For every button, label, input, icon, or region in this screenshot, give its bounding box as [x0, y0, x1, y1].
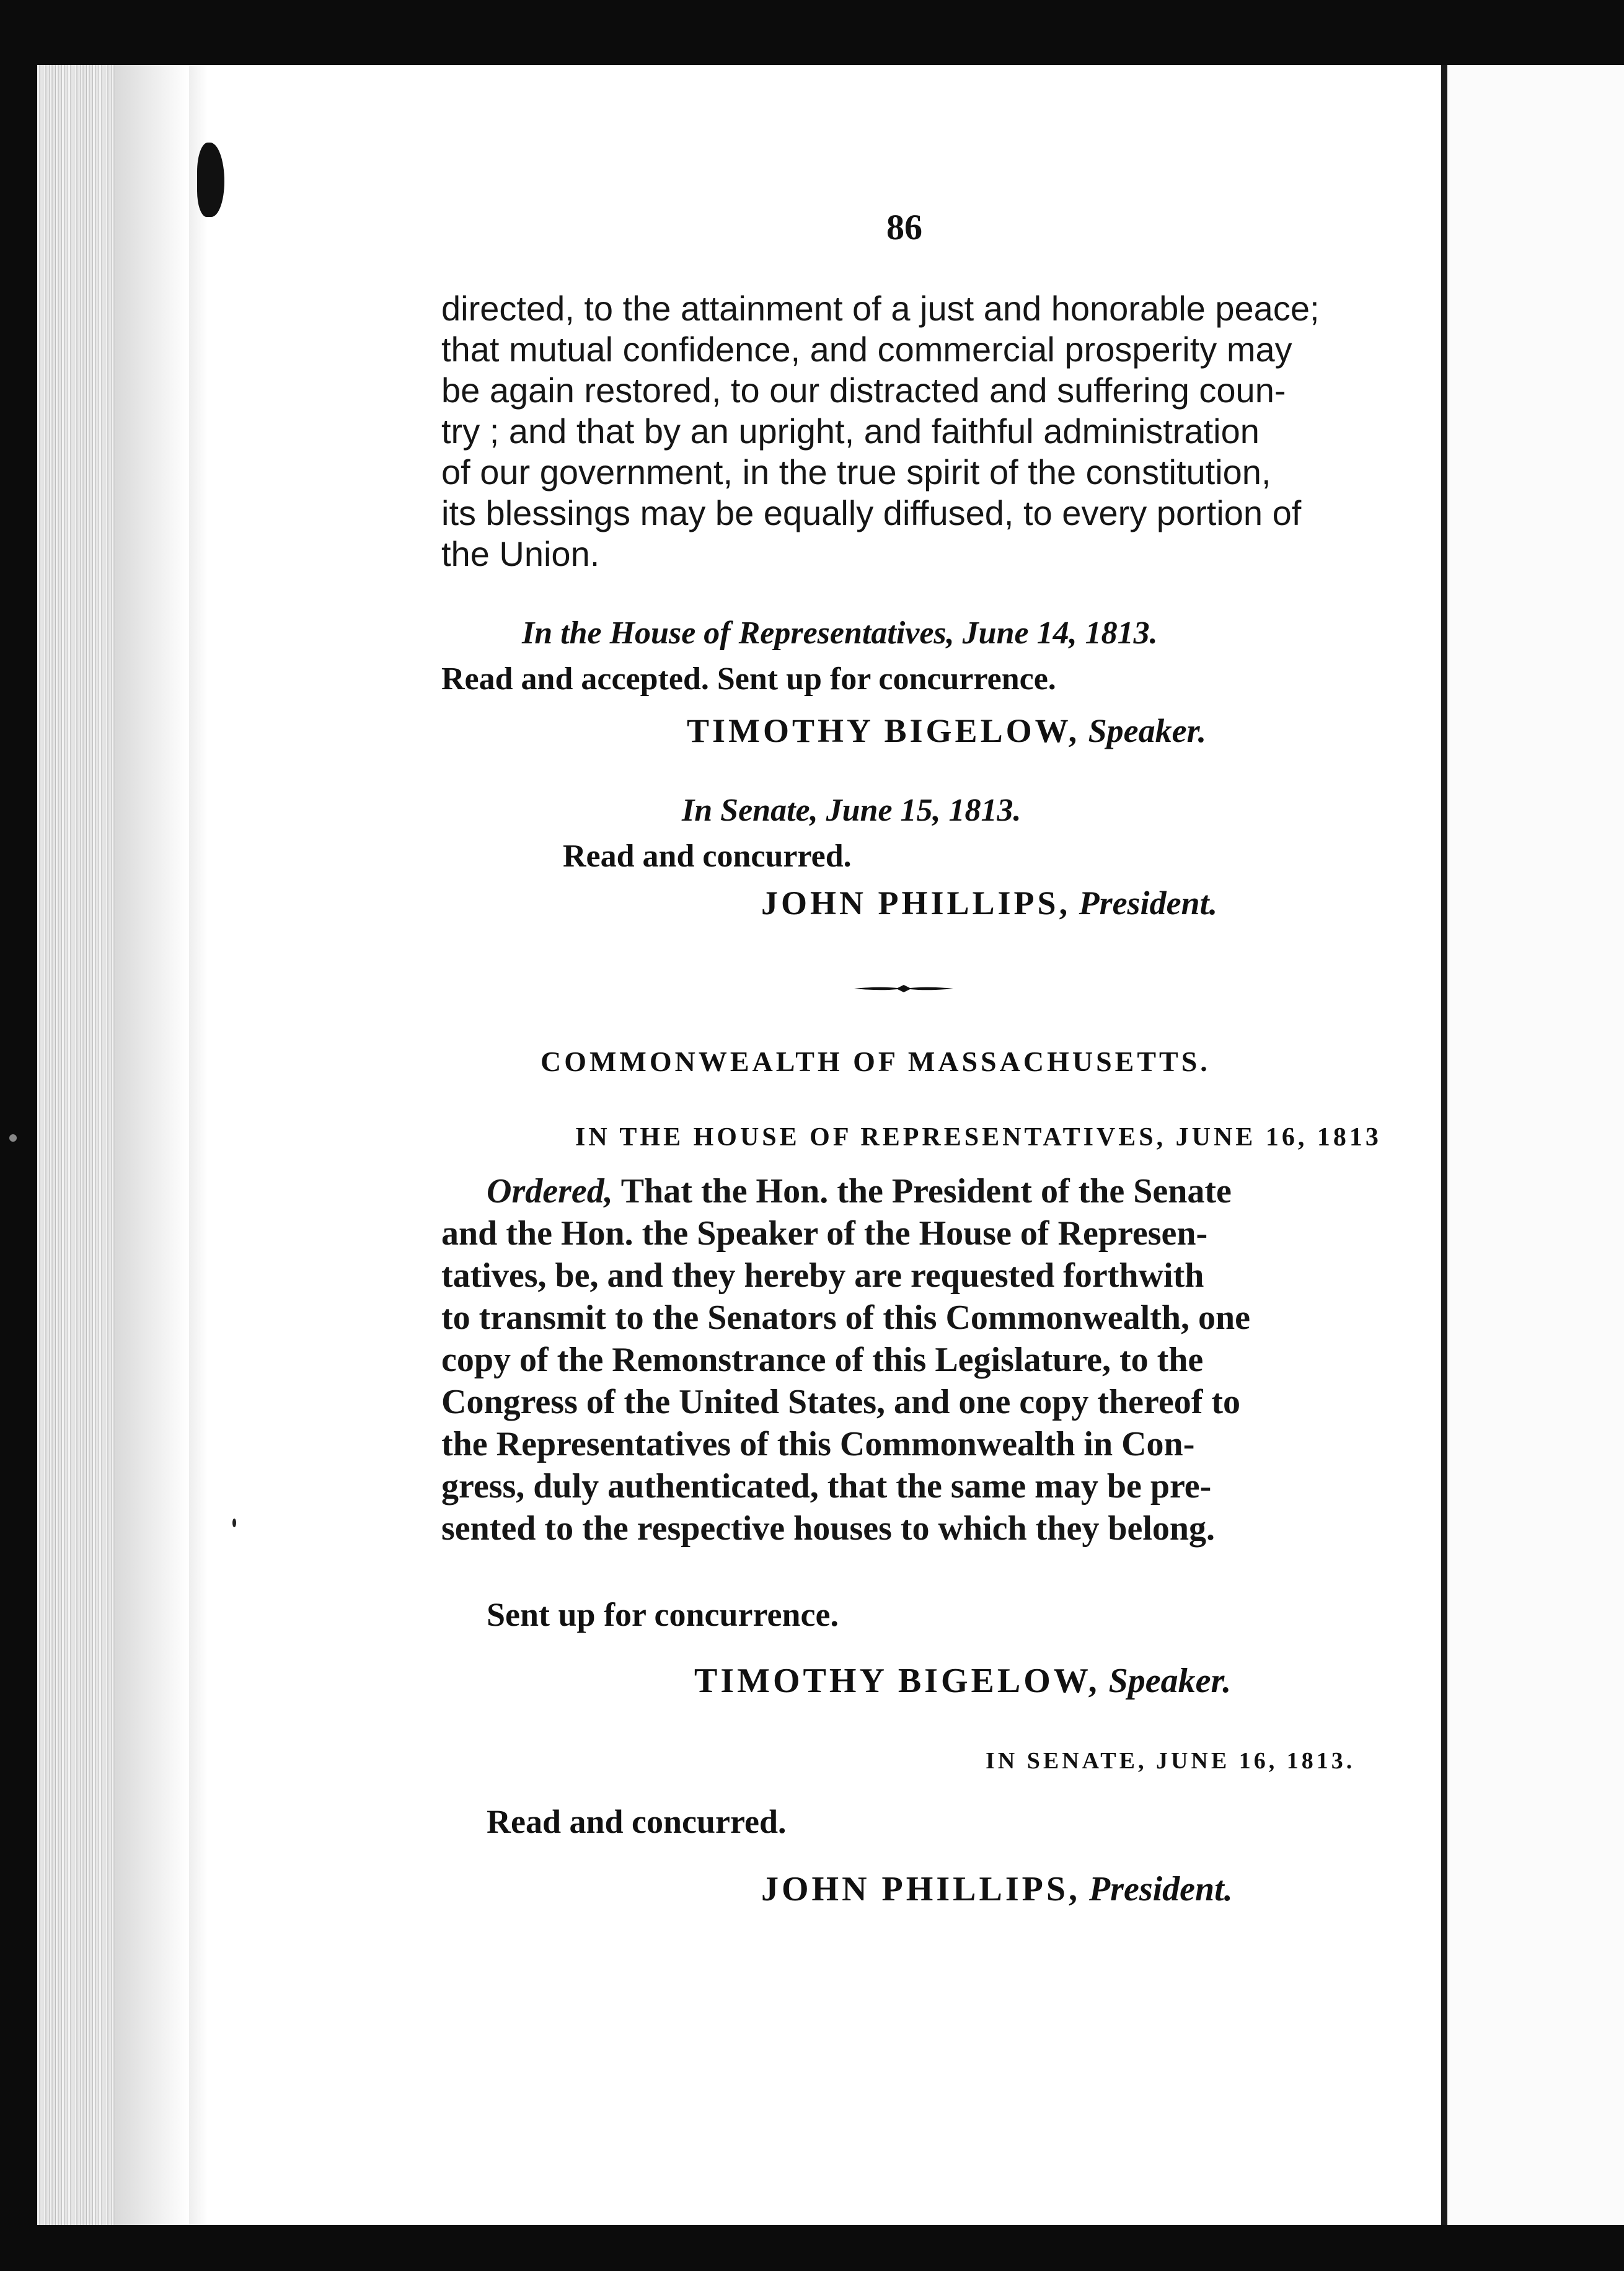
house-action: Read and accepted. Sent up for concurrence.: [441, 661, 1056, 697]
house-action-2: Sent up for concurrence.: [487, 1596, 839, 1633]
president-signature-2: [761, 1872, 1233, 1907]
body-line: that mutual confidence, and commercial prosperity may: [441, 330, 1292, 369]
order-line: the Representatives of this Commonwealth in Con-: [441, 1425, 1195, 1463]
house-attestation-date: In the House of Representatives, June 14, 1813.: [522, 615, 1158, 651]
speaker-title-2: Speaker.: [1108, 1662, 1232, 1700]
body-line: of our government, in the true spirit of the constitution,: [441, 452, 1271, 492]
speaker-signature-2: [694, 1664, 1231, 1698]
body-line: try ; and that by an upright, and faithful administration: [441, 412, 1260, 451]
section-heading: COMMONWEALTH OF MASSACHUSETTS.: [541, 1046, 1211, 1077]
speaker-title: Speaker.: [1088, 712, 1207, 749]
speaker-name: TIMOTHY BIGELOW,: [687, 712, 1080, 749]
page-number: 86: [886, 207, 922, 247]
president-name: JOHN PHILLIPS,: [761, 884, 1071, 922]
body-line: its blessings may be equally diffused, to every portion of: [441, 493, 1302, 532]
order-lead: Ordered,: [487, 1172, 613, 1210]
ink-speck: [232, 1519, 236, 1527]
ink-blot: [197, 143, 224, 217]
ornament-divider: [854, 984, 953, 993]
order-line: Congress of the United States, and one copy thereof to: [441, 1383, 1240, 1421]
order-line: and the Hon. the Speaker of the House of Represen-: [441, 1214, 1208, 1253]
body-line: directed, to the attainment of a just and honorable peace;: [441, 289, 1320, 328]
senate-action: Read and concurred.: [563, 839, 852, 874]
scan-border-bottom: [0, 2225, 1624, 2271]
book-page-edges: [37, 65, 115, 2225]
scan-speck: [9, 1134, 17, 1142]
scan-border-top: [0, 0, 1624, 65]
president-title: President.: [1079, 884, 1218, 922]
scan-border-left: [0, 0, 37, 2271]
president-name-2: JOHN PHILLIPS,: [761, 1870, 1080, 1908]
order-line: That the Hon. the President of the Senate: [620, 1172, 1232, 1210]
facing-page: [1447, 65, 1624, 2225]
gutter-shadow: [115, 65, 189, 2225]
senate-attestation-date-2: IN SENATE, JUNE 16, 1813.: [986, 1748, 1356, 1774]
order-line: to transmit to the Senators of this Commonwealth, one: [441, 1299, 1251, 1337]
page-divider: [1441, 65, 1447, 2225]
order-line: tatives, be, and they hereby are requested forthwith: [441, 1256, 1204, 1295]
order-line: gress, duly authenticated, that the same may be pre-: [441, 1467, 1212, 1506]
section-subheading: IN THE HOUSE OF REPRESENTATIVES, JUNE 16, 1813: [575, 1123, 1382, 1152]
order-line: copy of the Remonstrance of this Legislature, to the: [441, 1341, 1204, 1379]
speaker-signature: [687, 714, 1206, 747]
body-line: the Union.: [441, 534, 600, 573]
senate-attestation-date: In Senate, June 15, 1813.: [682, 793, 1022, 828]
order-first-line: [487, 1174, 1232, 1209]
president-title-2: President.: [1088, 1870, 1233, 1908]
speaker-name-2: TIMOTHY BIGELOW,: [694, 1662, 1100, 1700]
senate-action-2: Read and concurred.: [487, 1803, 787, 1840]
body-line: be again restored, to our distracted and suffering coun-: [441, 371, 1286, 410]
president-signature: [761, 886, 1217, 920]
gutter-fade: [189, 65, 208, 2225]
order-line: sented to the respective houses to which they belong.: [441, 1509, 1216, 1548]
